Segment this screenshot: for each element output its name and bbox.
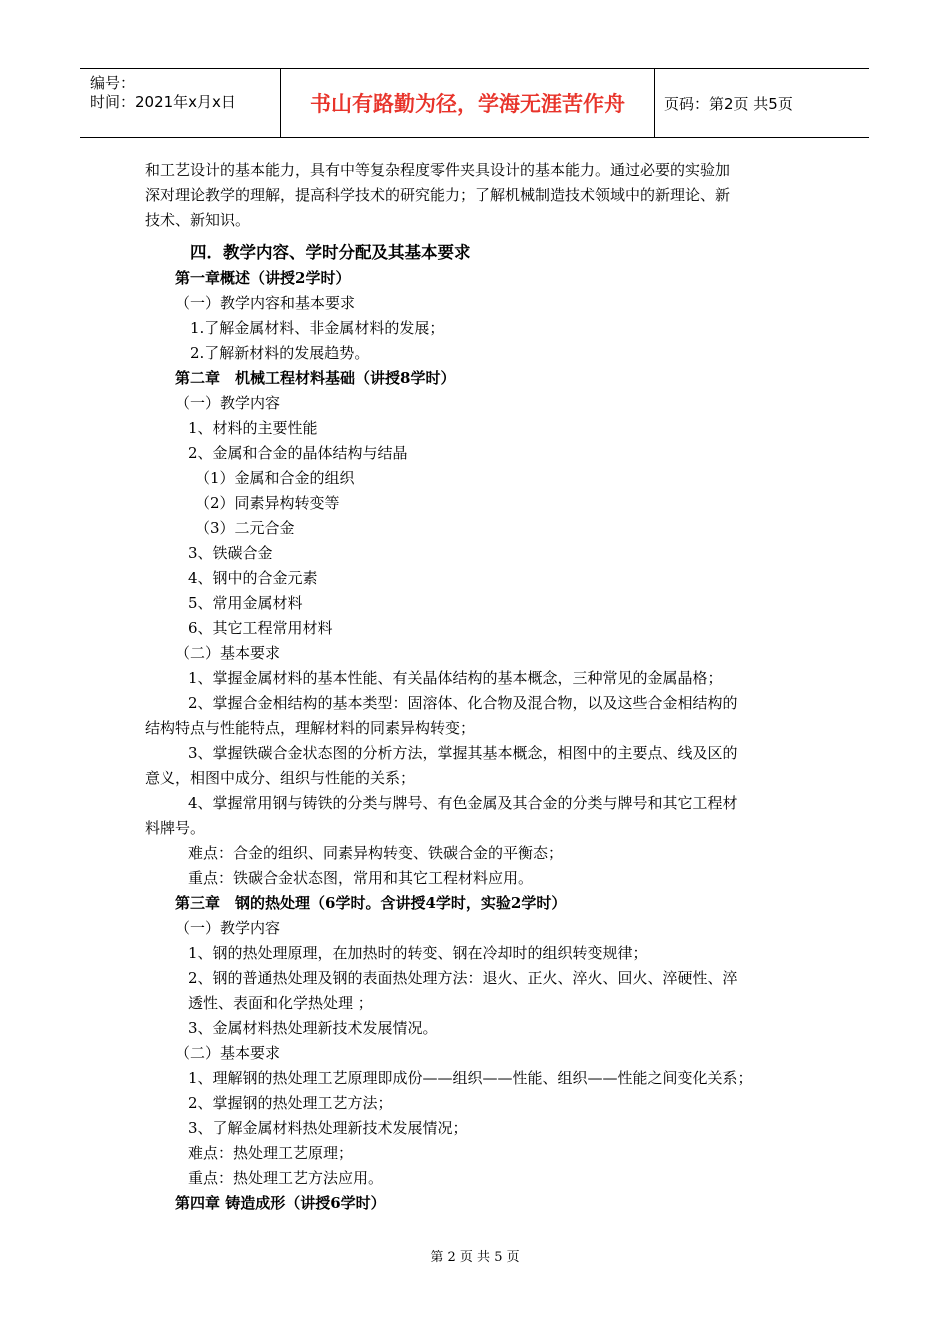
page-header	[80, 68, 869, 138]
paragraph-line: 和工艺设计的基本能力，具有中等复杂程度零件夹具设计的基本能力。通过必要的实验加	[145, 161, 731, 179]
subheading: （一）教学内容	[175, 394, 281, 412]
requirement-line: 料牌号。	[145, 819, 206, 837]
requirement-line: 意义，相图中成分、组织与性能的关系；	[145, 769, 416, 787]
chapter-title: 第二章 机械工程材料基础（讲授8学时）	[175, 369, 456, 387]
requirement-line: 1、理解钢的热处理工艺原理即成份——组织——性能、组织——性能之间变化关系；	[188, 1069, 753, 1087]
list-item: 2.了解新材料的发展趋势。	[190, 344, 370, 362]
list-item: 5、常用金属材料	[188, 594, 303, 612]
list-item: 1、钢的热处理原理，在加热时的转变、钢在冷却时的组织转变规律；	[188, 944, 648, 962]
focus-line: 重点：铁碳合金状态图，常用和其它工程材料应用。	[188, 869, 534, 887]
list-item: 2、钢的普通热处理及钢的表面热处理方法：退火、正火、淬火、回火、淬硬性、淬	[188, 969, 738, 987]
header-date-label: 时间：2021年x月x日	[90, 93, 236, 111]
requirement-line: 结构特点与性能特点，理解材料的同素异构转变；	[145, 719, 476, 737]
header-page-label: 页码：第2页 共5页	[664, 94, 793, 113]
requirement-line: 2、掌握合金相结构的基本类型：固溶体、化合物及混合物，以及这些合金相结构的	[188, 694, 738, 712]
list-item: 2、金属和合金的晶体结构与结晶	[188, 444, 408, 462]
subheading: （一）教学内容和基本要求	[175, 294, 356, 312]
list-item: 4、钢中的合金元素	[188, 569, 318, 587]
list-item: （1）金属和合金的组织	[195, 469, 355, 487]
requirement-line: 4、掌握常用钢与铸铁的分类与牌号、有色金属及其合金的分类与牌号和其它工程材	[188, 794, 738, 812]
header-number-label: 编号：	[90, 74, 136, 92]
chapter-title: 第四章 铸造成形（讲授6学时）	[175, 1194, 386, 1212]
subheading: （二）基本要求	[175, 644, 281, 662]
requirement-line: 1、掌握金属材料的基本性能、有关晶体结构的基本概念，三种常见的金属晶格；	[188, 669, 723, 687]
section-title: 四．教学内容、学时分配及其基本要求	[190, 243, 471, 262]
list-item: （2）同素异构转变等	[195, 494, 340, 512]
subheading: （一）教学内容	[175, 919, 281, 937]
list-item: 1、材料的主要性能	[188, 419, 318, 437]
paragraph-line: 技术、新知识。	[145, 211, 251, 229]
page-footer: 第 2 页 共 5 页	[430, 1250, 520, 1265]
list-item: 1.了解金属材料、非金属材料的发展；	[190, 319, 445, 337]
paragraph-line: 深对理论教学的理解，提高科学技术的研究能力；了解机械制造技术领域中的新理论、新	[145, 186, 731, 204]
list-item: 3、铁碳合金	[188, 544, 273, 562]
difficulty-line: 难点：合金的组织、同素异构转变、铁碳合金的平衡态；	[188, 844, 564, 862]
list-item: （3）二元合金	[195, 519, 295, 537]
requirement-line: 2、掌握钢的热处理工艺方法；	[188, 1094, 393, 1112]
chapter-title: 第三章 钢的热处理（6学时。含讲授4学时，实验2学时）	[175, 894, 567, 912]
subheading: （二）基本要求	[175, 1044, 281, 1062]
focus-line: 重点：热处理工艺方法应用。	[188, 1169, 384, 1187]
list-item: 透性、表面和化学热处理 ；	[188, 994, 373, 1012]
chapter-title: 第一章概述（讲授2学时）	[175, 269, 351, 287]
requirement-line: 3、了解金属材料热处理新技术发展情况；	[188, 1119, 468, 1137]
requirement-line: 3、掌握铁碳合金状态图的分析方法，掌握其基本概念，相图中的主要点、线及区的	[188, 744, 738, 762]
document-body	[145, 158, 815, 1216]
list-item: 6、其它工程常用材料	[188, 619, 333, 637]
header-motto: 书山有路勤为径，学海无涯苦作舟	[310, 92, 625, 116]
difficulty-line: 难点：热处理工艺原理；	[188, 1144, 354, 1162]
header-meta	[90, 74, 236, 112]
list-item: 3、金属材料热处理新技术发展情况。	[188, 1019, 438, 1037]
header-divider	[654, 69, 655, 137]
